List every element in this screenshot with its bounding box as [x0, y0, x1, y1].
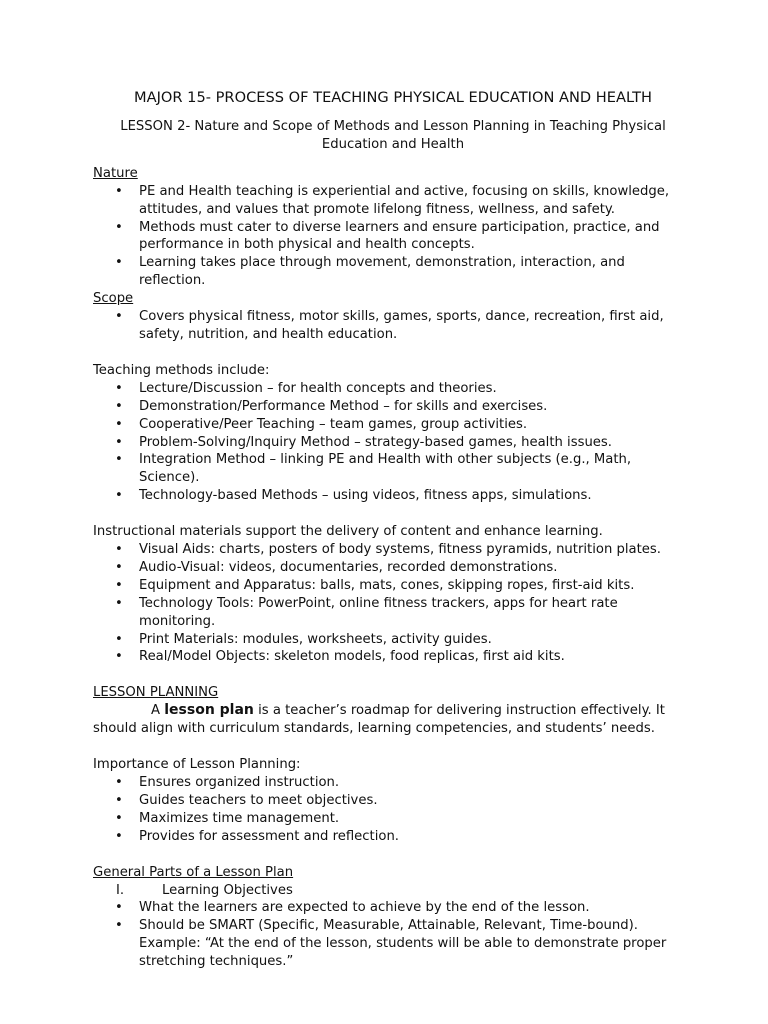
- lesson-subtitle: LESSON 2- Nature and Scope of Methods and Lesson Planning in Teaching Physical Education and Health: [120, 119, 666, 152]
- bullet-icon: •: [115, 183, 123, 199]
- bullet-icon: •: [115, 775, 123, 790]
- scope-list: [93, 308, 693, 344]
- bullet-icon: •: [115, 559, 123, 575]
- methods-list: [93, 380, 693, 505]
- importance-list: [93, 774, 693, 846]
- bullet-icon: •: [115, 434, 123, 450]
- list-item: • Equipment and Apparatus: balls, mats, cones, skipping ropes, first-aid kits.: [115, 577, 635, 593]
- list-item: • PE and Health teaching is experiential and active, focusing on skills, knowledge, attitudes, and values that promote lifelong fitness, wellness, and safety.: [115, 183, 670, 217]
- list-item: • Visual Aids: charts, posters of body systems, fitness pyramids, nutrition plates.: [115, 542, 661, 558]
- bullet-icon: •: [115, 255, 123, 271]
- list-item: • Real/Model Objects: skeleton models, food replicas, first aid kits.: [115, 649, 565, 665]
- nature-heading: Nature: [93, 165, 138, 181]
- nature-list: [93, 183, 693, 290]
- lesson-parts-heading: General Parts of a Lesson Plan: [93, 864, 294, 880]
- bullet-icon: •: [115, 810, 123, 826]
- list-item: • Print Materials: modules, worksheets, activity guides.: [115, 631, 492, 647]
- bullet-icon: •: [115, 380, 123, 396]
- scope-heading: Scope: [93, 291, 134, 307]
- materials-list: [93, 541, 693, 666]
- list-item: • Lecture/Discussion – for health concepts and theories.: [115, 380, 497, 396]
- document-title: MAJOR 15- PROCESS OF TEACHING PHYSICAL EDUCATION AND HEALTH: [134, 89, 652, 106]
- list-item: • Ensures organized instruction.: [115, 775, 340, 790]
- bullet-icon: •: [115, 631, 123, 647]
- bullet-icon: •: [115, 595, 123, 611]
- bullet-icon: •: [115, 900, 123, 916]
- list-item: • Technology-based Methods – using videos, fitness apps, simulations.: [115, 488, 592, 504]
- bullet-icon: •: [115, 542, 123, 558]
- list-item: • Cooperative/Peer Teaching – team games, group activities.: [115, 416, 528, 432]
- list-item: • Learning takes place through movement, demonstration, interaction, and reflection.: [115, 255, 625, 289]
- list-item: • Problem-Solving/Inquiry Method – strategy-based games, health issues.: [115, 434, 612, 450]
- lesson-plan-term: lesson plan: [164, 702, 254, 719]
- bullet-icon: •: [115, 577, 123, 593]
- document-body: [93, 88, 693, 971]
- bullet-icon: •: [115, 488, 123, 504]
- list-item: • Maximizes time management.: [115, 810, 340, 826]
- list-item: • What the learners are expected to achieve by the end of the lesson.: [115, 900, 590, 916]
- list-item: • Should be SMART (Specific, Measurable, Attainable, Relevant, Time-bound). Example: “At the end of the lesson, students will be able to demonstrate proper stretching techniques.”: [115, 918, 667, 970]
- bullet-icon: •: [115, 452, 123, 468]
- lesson-plan-definition: A lesson plan is a teacher’s roadmap for delivering instruction effectively. It should align with curriculum standards, learning competencies, and students’ needs.: [93, 702, 665, 737]
- bullet-icon: •: [115, 792, 123, 808]
- bullet-icon: •: [115, 398, 123, 414]
- bullet-icon: •: [115, 828, 123, 844]
- list-item: • Provides for assessment and reflection.: [115, 828, 399, 844]
- importance-heading: Importance of Lesson Planning:: [93, 757, 301, 773]
- bullet-icon: •: [115, 309, 123, 325]
- list-item: • Audio-Visual: videos, documentaries, recorded demonstrations.: [115, 559, 558, 575]
- bullet-icon: •: [115, 219, 123, 235]
- materials-heading: Instructional materials support the delivery of content and enhance learning.: [93, 524, 603, 540]
- lesson-planning-heading: LESSON PLANNING: [93, 685, 219, 701]
- bullet-icon: •: [115, 918, 123, 934]
- list-item: • Technology Tools: PowerPoint, online fitness trackers, apps for heart rate monitoring.: [115, 595, 618, 629]
- objectives-list: [93, 899, 693, 971]
- list-item: • Covers physical fitness, motor skills, games, sports, dance, recreation, first aid, safety, nutrition, and health education.: [115, 309, 664, 342]
- bullet-icon: •: [115, 649, 123, 665]
- bullet-icon: •: [115, 416, 123, 432]
- roman-numeral: I.: [116, 882, 125, 898]
- list-item: • Integration Method – linking PE and Health with other subjects (e.g., Math, Science).: [115, 452, 632, 486]
- list-item: • Demonstration/Performance Method – for skills and exercises.: [115, 398, 548, 414]
- list-item: • Methods must cater to diverse learners and ensure participation, practice, and performance in both physical and health concepts.: [115, 219, 660, 253]
- methods-heading: Teaching methods include:: [93, 362, 270, 378]
- list-item: • Guides teachers to meet objectives.: [115, 792, 378, 808]
- roman-item-learning-objectives: I. Learning Objectives: [116, 882, 293, 898]
